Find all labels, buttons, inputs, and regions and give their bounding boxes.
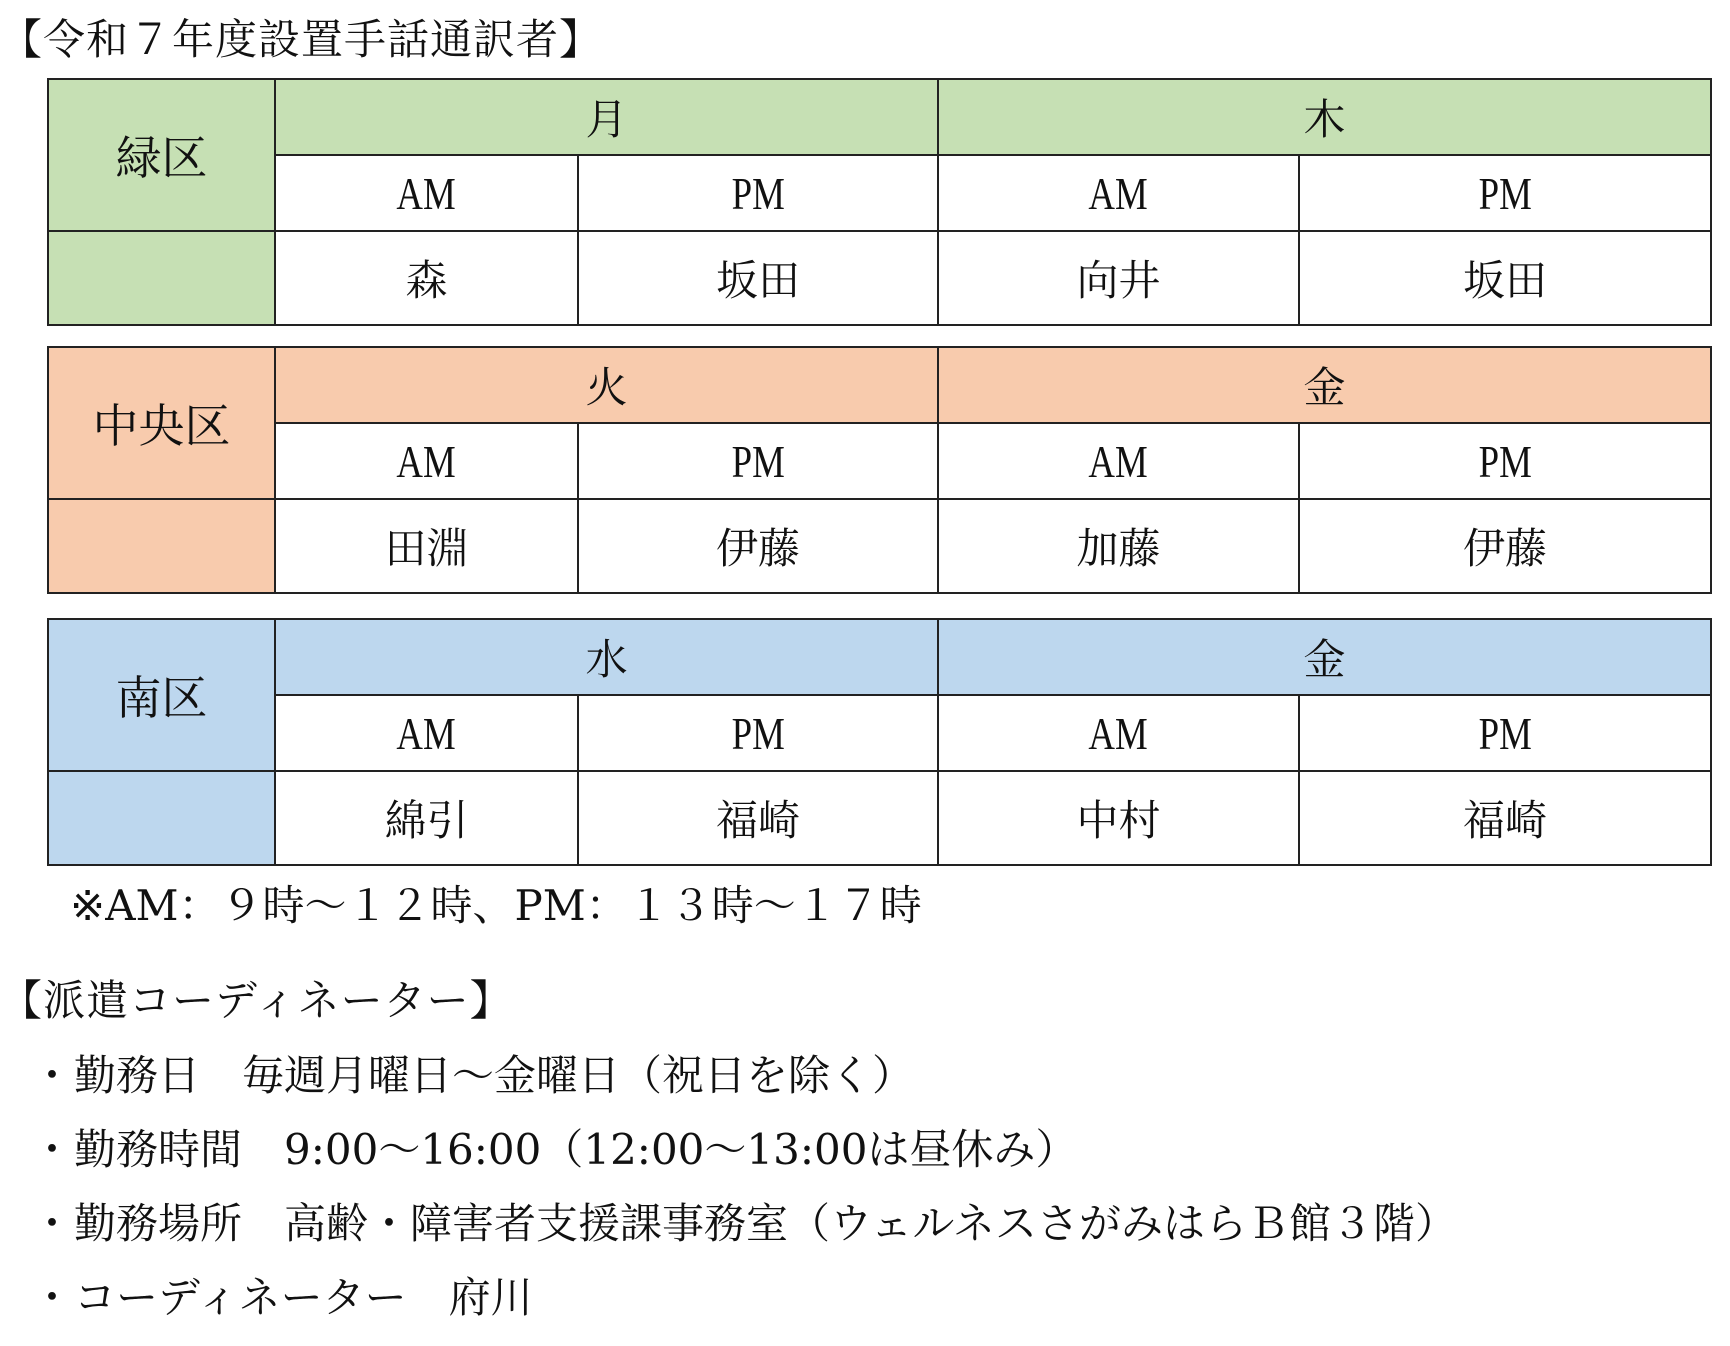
day-header-cell: 木 (938, 79, 1711, 155)
time-slot-cell: PM (1299, 155, 1711, 231)
interpreter-name-cell: 伊藤 (578, 499, 938, 593)
interpreter-name-cell: 福崎 (578, 771, 938, 865)
ward-schedule-table (47, 346, 1712, 594)
ward-name-filler (48, 499, 275, 593)
list-item (30, 1050, 1457, 1124)
list-item (30, 1198, 1457, 1272)
interpreter-name-cell: 福崎 (1299, 771, 1711, 865)
time-slot-cell: PM (578, 695, 938, 771)
interpreter-name-cell: 伊藤 (1299, 499, 1711, 593)
day-header-cell: 金 (938, 347, 1711, 423)
interpreter-name-cell: 向井 (938, 231, 1299, 325)
time-slot-cell: AM (938, 155, 1299, 231)
ward-name-cell: 南区 (48, 619, 275, 771)
interpreter-name-cell: 綿引 (275, 771, 578, 865)
interpreter-name-cell: 坂田 (578, 231, 938, 325)
ward-schedule-table (47, 78, 1712, 326)
time-note (70, 880, 922, 932)
interpreters-heading: 【令和７年度設置手話通訳者】 (0, 15, 603, 64)
time-slot-cell: AM (938, 695, 1299, 771)
ward-name-filler (48, 231, 275, 325)
day-header-cell: 火 (275, 347, 938, 423)
ward-name-filler (48, 771, 275, 865)
day-header-cell: 水 (275, 619, 938, 695)
time-note-text: ※AM：９時～１２時、PM：１３時～１７時 (70, 881, 922, 930)
ward-name-cell: 緑区 (48, 79, 275, 231)
list-item (30, 1124, 1457, 1198)
list-item-text: 勤務時間 9:00～16:00（12:00～13:00は昼休み） (74, 1125, 1078, 1174)
interpreter-name-cell: 中村 (938, 771, 1299, 865)
bullet-mark: ・ (30, 1199, 73, 1248)
time-slot-cell: PM (578, 155, 938, 231)
time-slot-cell: PM (1299, 695, 1711, 771)
coordinator-info-list (30, 1050, 1457, 1346)
bullet-mark: ・ (30, 1125, 73, 1174)
day-header-cell: 金 (938, 619, 1711, 695)
time-slot-cell: AM (275, 155, 578, 231)
interpreter-name-cell: 坂田 (1299, 231, 1711, 325)
list-item (30, 1272, 1457, 1346)
interpreter-name-cell: 森 (275, 231, 578, 325)
time-slot-cell: AM (275, 695, 578, 771)
ward-schedule-table (47, 618, 1712, 866)
time-slot-cell: PM (578, 423, 938, 499)
bullet-mark: ・ (30, 1273, 73, 1322)
interpreter-name-cell: 田淵 (275, 499, 578, 593)
time-slot-cell: PM (1299, 423, 1711, 499)
list-item-text: コーディネーター 府川 (74, 1273, 533, 1322)
ward-name-cell: 中央区 (48, 347, 275, 499)
coordinator-heading: 【派遣コーディネーター】 (0, 976, 513, 1025)
list-item-text: 勤務場所 高齢・障害者支援課事務室（ウェルネスさがみはらＢ館３階） (74, 1199, 1458, 1248)
bullet-mark: ・ (30, 1051, 73, 1100)
time-slot-cell: AM (938, 423, 1299, 499)
list-item-text: 勤務日 毎週月曜日～金曜日（祝日を除く） (74, 1051, 915, 1100)
time-slot-cell: AM (275, 423, 578, 499)
interpreter-name-cell: 加藤 (938, 499, 1299, 593)
day-header-cell: 月 (275, 79, 938, 155)
